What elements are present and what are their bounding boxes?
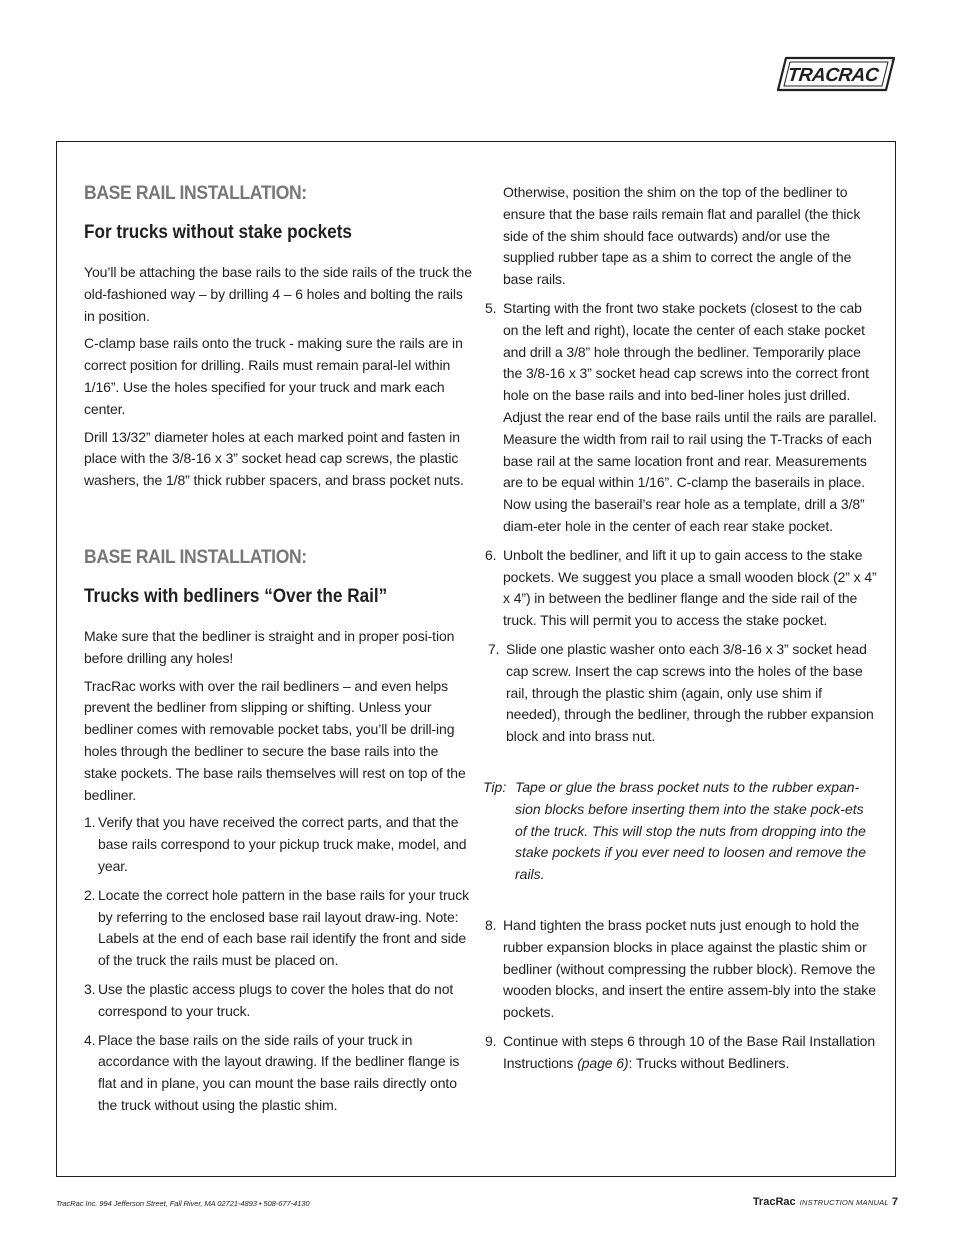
tracrac-logo — [776, 56, 896, 92]
step-text: Continue with steps 6 through 10 of the Base Rail Installation Instructions — [503, 1032, 876, 1071]
footer-manual-label: INSTRUCTION MANUAL — [799, 1198, 889, 1207]
step-number: 7. — [488, 640, 500, 657]
step-item — [485, 1031, 877, 1075]
step-text: Unbolt the bedliner, and lift it up to gain access to the stake pockets. We suggest you place a small wooden block (2” x 4” x 4”) in between the bedliner flange and the side rail of the truck. This will permit you to access the stake pocket. — [503, 546, 877, 629]
paragraph: C-clamp base rails onto the truck - making sure the rails are in correct position for drilling. Rails must remain paral-lel within 1/16”. Use the holes specified for your truck and mark each center. — [84, 335, 463, 417]
tip-text: Tape or glue the brass pocket nuts to the rubber expan-sion blocks before inserting them into the stake pock-ets of the truck. This will stop the nuts from dropping into the stake pockets if you ever need to loosen and remove the rails. — [515, 778, 866, 883]
svg-text:TRACRAC: TRACRAC — [786, 65, 880, 86]
step-text-end: : Trucks without Bedliners. — [628, 1054, 790, 1071]
step-text: Slide one plastic washer onto each 3/8-16 x 3” socket head cap screw. Insert the cap screws into the holes of the base rail, through the plastic shim (again, only use shim if needed), through the bedliner, through the rubber expansion block and into brass nut. — [506, 640, 874, 745]
step-item — [84, 1030, 472, 1117]
step-number: 2. — [84, 886, 96, 903]
step-number: 6. — [485, 546, 497, 563]
footer-address: TracRac Inc. 994 Jefferson Street, Fall River, MA 02721-4893 • 508-677-4130 — [56, 1199, 310, 1208]
step-item — [84, 812, 472, 877]
step-number: 1. — [84, 814, 96, 831]
paragraph: Drill 13/32” diameter holes at each marked point and fasten in place with the 3/8-16 x 3” socket head cap screws, the plastic washers, the 1/8” thick rubber spacers, and brass pocket nuts. — [84, 428, 464, 489]
step-item — [485, 545, 877, 632]
step-item — [485, 639, 877, 748]
step-number: 9. — [485, 1032, 497, 1049]
section-title-base-rail-2: BASE RAIL INSTALLATION: — [84, 545, 307, 568]
page-number: 7 — [891, 1196, 898, 1208]
section-title-base-rail-1: BASE RAIL INSTALLATION: — [84, 182, 307, 204]
step4-continued: Otherwise, position the shim on the top of the bedliner to ensure that the base rails remain flat and parallel (the thick side of the shim should face outwards) and/or use the supplied rubber tape as a shim to correct the angle of the base rails. — [503, 184, 861, 288]
step-text: Locate the correct hole pattern in the base rails for your truck by referring to the enclosed base rail layout draw-ing. Note: Labels at the end of each base rail identify the front and side of the truck the rails must be placed on. — [98, 886, 470, 969]
step-number: 8. — [485, 916, 497, 933]
footer-page-info — [753, 1196, 898, 1208]
subtitle-bedliners-over-rail: Trucks with bedliners “Over the Rail” — [84, 584, 388, 607]
left-column — [84, 182, 472, 1124]
step-text: Use the plastic access plugs to cover the holes that do not correspond to your truck. — [98, 980, 454, 1019]
step-item — [84, 979, 472, 1023]
step-item — [485, 915, 877, 1024]
step-number: 4. — [84, 1031, 96, 1048]
paragraph: Make sure that the bedliner is straight and in proper posi-tion before drilling any holes! — [84, 627, 455, 666]
paragraph: TracRac works with over the rail bedliners – and even helps prevent the bedliner from slipping or shifting. Unless your bedliner comes with removable pocket tabs, you’ll be drill-ing holes through the bedliner to secure the base rails into the stake pockets. The base rails themselves will rest on top of the bedliner. — [84, 677, 466, 803]
footer-brand: TracRac — [752, 1196, 796, 1208]
tip-label: Tip: — [483, 778, 507, 795]
right-column — [485, 182, 877, 1081]
tip-note — [485, 777, 877, 886]
step-text: Place the base rails on the side rails of your truck in accordance with the layout drawing. If the bedliner flange is flat and in plane, you can mount the base rails directly onto the truck without using the plastic shim. — [98, 1031, 460, 1113]
step-item — [84, 885, 472, 972]
subtitle-without-stake-pockets: For trucks without stake pockets — [84, 221, 352, 243]
svg-text:™: ™ — [890, 59, 894, 64]
step-number: 3. — [84, 980, 96, 997]
step-text: Starting with the front two stake pockets (closest to the cab on the left and right), locate the center of each stake pocket and drill a 3/8” hole through the bedliner. Temporarily place the 3/8-16 x 3” socket head cap screws into the correct front hole on the base rails and into bed-liner holes just drilled. Adjust the rear end of the base rails until the rails are parallel. Measure the width from rail to rail using the T-Tracks of each base rail at the same location front and rear. Measurements are to be equal within 1/16”. C-clamp the baserails in place. Now using the baserail’s rear hole as a template, drill a 3/8” diam-eter hole in the center of each rear stake pocket. — [503, 299, 877, 534]
step-text: Hand tighten the brass pocket nuts just enough to hold the rubber expansion blocks in place against the plastic shim or bedliner (without compressing the rubber block). Remove the wooden blocks, and insert the entire assem-bly into the stake pockets. — [503, 916, 876, 1021]
step-number: 5. — [485, 299, 497, 316]
page-reference: (page 6) — [577, 1054, 629, 1071]
paragraph: You’ll be attaching the base rails to the side rails of the truck the old-fashioned way – by drilling 4 – 6 holes and bolting the rails in position. — [84, 264, 472, 324]
step-text: Verify that you have received the correct parts, and that the base rails correspond to your pickup truck make, model, and year. — [98, 814, 467, 874]
content-frame — [56, 141, 896, 1177]
step-item — [485, 298, 877, 538]
